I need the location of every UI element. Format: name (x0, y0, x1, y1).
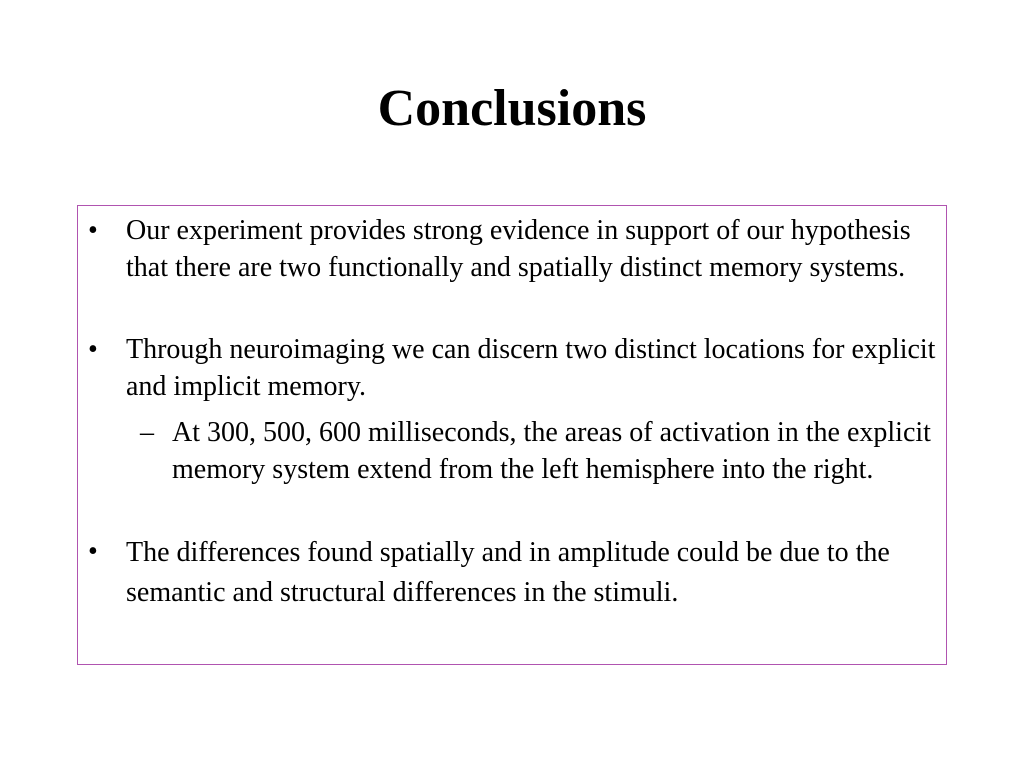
bullet-marker: • (88, 334, 98, 365)
bullet-marker: • (88, 536, 98, 567)
bullet-marker: • (88, 215, 98, 246)
bullet-item (88, 212, 936, 286)
bullet-list (78, 206, 946, 664)
bullet-text: Our experiment provides strong evidence in support of our hypothesis that there are two functionally and spatially distinct memory systems. (126, 215, 911, 283)
sub-bullet-item (140, 414, 942, 488)
bullet-text: The differences found spatially and in amplitude could be due to the semantic and structural differences in the stimuli. (126, 537, 890, 608)
content-box (77, 205, 947, 665)
sub-bullet-text: At 300, 500, 600 milliseconds, the areas of activation in the explicit memory system extend from the left hemisphere into the right. (172, 417, 931, 485)
bullet-text: Through neuroimaging we can discern two distinct locations for explicit and implicit memory. (126, 334, 936, 402)
sub-bullet-marker: – (140, 417, 154, 448)
bullet-item (88, 331, 936, 405)
bullet-item (88, 533, 936, 613)
slide-title: Conclusions (377, 80, 647, 137)
